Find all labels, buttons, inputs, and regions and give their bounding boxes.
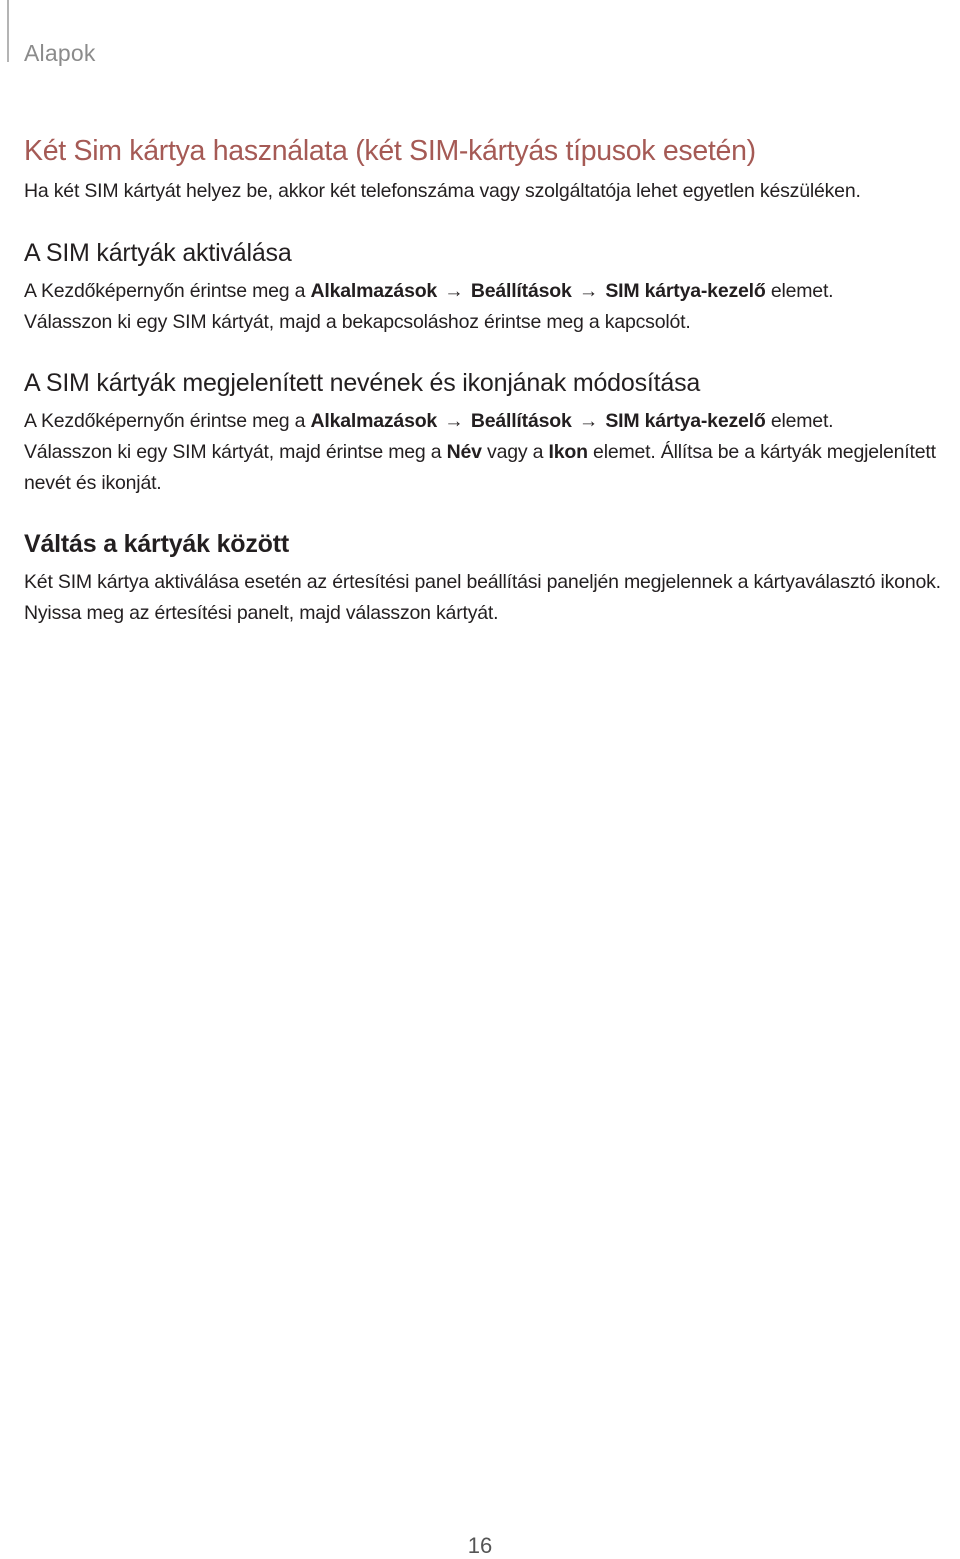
page-edge-rule <box>7 0 9 62</box>
menu-path-sim-manager: SIM kártya-kezelő <box>605 410 766 432</box>
section-title-switch-cards: Váltás a kártyák között <box>24 530 289 558</box>
text: vagy a <box>481 441 549 463</box>
text: elemet. <box>765 410 834 432</box>
option-name: Név <box>446 441 482 463</box>
text: A Kezdőképernyőn érintse meg a <box>24 280 311 302</box>
text: Válasszon ki egy SIM kártyát, majd a bekapcsoláshoz érintse meg a kapcsolót. <box>24 311 691 333</box>
page-number: 16 <box>467 1533 493 1558</box>
option-icon: Ikon <box>548 441 588 463</box>
section3-paragraph: Két SIM kártya aktiválása esetén az értesítési panel beállítási paneljén megjelennek a kártyaválasztó ikonok. Nyissa meg az értesítési panelt, majd válasszon kártyát. <box>24 571 941 624</box>
text: Válasszon ki egy SIM kártyát, majd érintse meg a <box>24 441 447 463</box>
menu-path-sim-manager: SIM kártya-kezelő <box>605 280 766 302</box>
menu-path-apps: Alkalmazások <box>310 280 438 302</box>
text: elemet. Állítsa be a kártyák megjelenített nevét és ikonját. <box>24 441 936 494</box>
main-title: Két Sim kártya használata (két SIM-kártyás típusok esetén) <box>24 135 756 167</box>
text: A Kezdőképernyőn érintse meg a <box>24 410 311 432</box>
arrow-icon: → <box>444 410 464 432</box>
arrow-icon: → <box>578 410 599 432</box>
section-title-sim-activation: A SIM kártyák aktiválása <box>24 239 292 267</box>
arrow-icon: → <box>578 280 599 302</box>
menu-path-settings: Beállítások <box>470 410 572 432</box>
menu-path-apps: Alkalmazások <box>310 410 438 432</box>
page-content <box>24 132 954 629</box>
chapter-header: Alapok <box>24 40 96 66</box>
section2-paragraph <box>24 406 954 499</box>
section1-paragraph <box>24 276 954 338</box>
text: elemet. <box>765 280 834 302</box>
arrow-icon: → <box>444 280 464 302</box>
section-title-rename-icon: A SIM kártyák megjelenített nevének és ikonjának módosítása <box>24 369 701 397</box>
menu-path-settings: Beállítások <box>470 280 572 302</box>
intro-paragraph: Ha két SIM kártyát helyez be, akkor két telefonszáma vagy szolgáltatója lehet egyetlen készüléken. <box>24 180 861 202</box>
